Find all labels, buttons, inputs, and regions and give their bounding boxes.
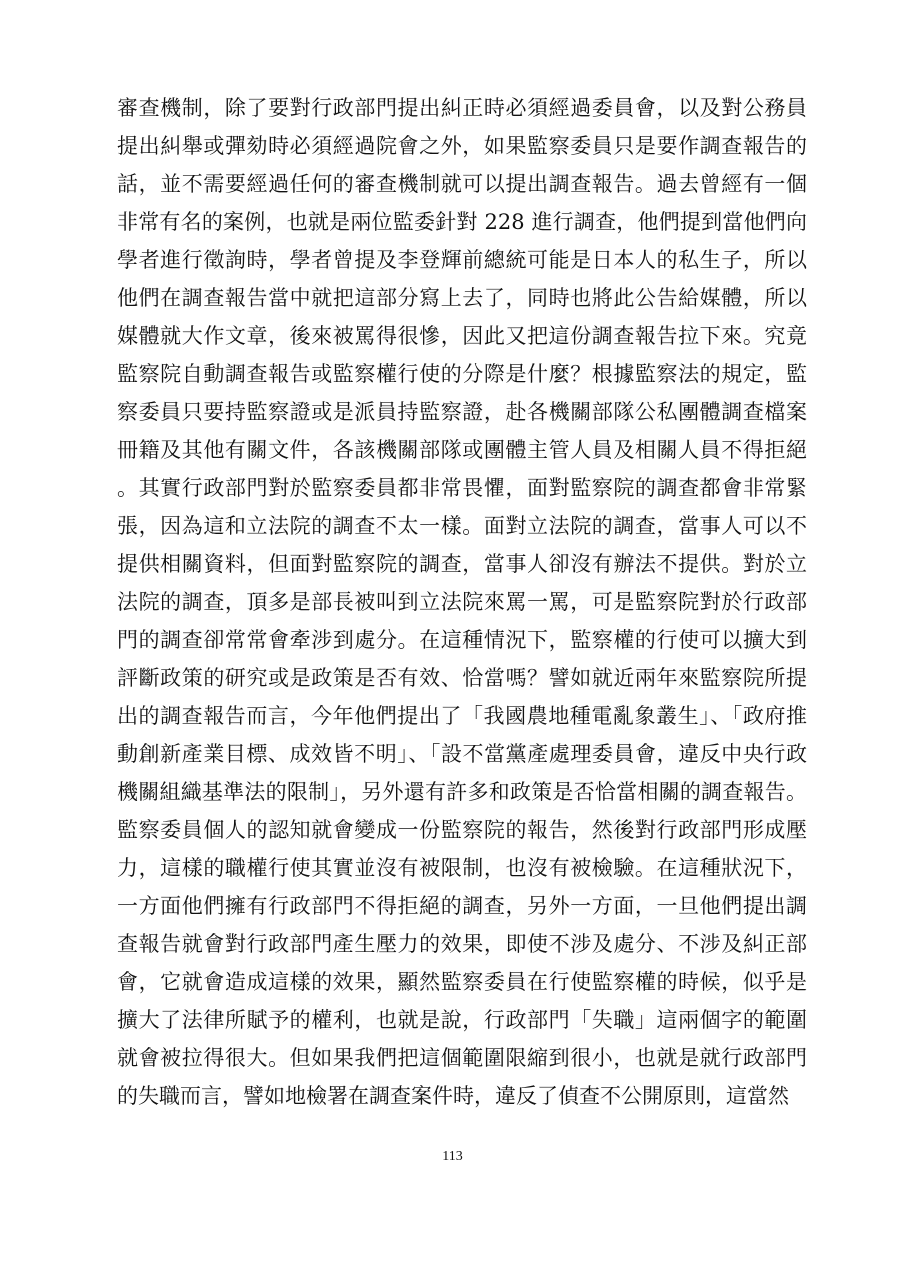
text-line: 一方面他們擁有行政部門不得拒絕的調查，另外一方面，一旦他們提出調	[117, 894, 807, 918]
text-line: 。其實行政部門對於監察委員都非常畏懼，面對監察院的調查都會非常緊	[117, 476, 807, 500]
text-line: 冊籍及其他有關文件，各該機關部隊或團體主管人員及相關人員不得拒絕	[117, 438, 807, 462]
page-number: 113	[442, 1149, 463, 1164]
text-line: 媒體就大作文章，後來被罵得很慘，因此又把這份調查報告拉下來。究竟	[117, 324, 807, 348]
text-line: 察委員只要持監察證或是派員持監察證，赴各機關部隊公私團體調查檔案	[117, 400, 807, 424]
text-line: 就會被拉得很大。但如果我們把這個範圍限縮到很小，也就是就行政部門	[117, 1046, 807, 1070]
text-line: 擴大了法律所賦予的權利，也就是說，行政部門「失職」這兩個字的範圍	[117, 1008, 807, 1032]
text-line: 監察院自動調查報告或監察權行使的分際是什麼？根據監察法的規定，監	[117, 362, 807, 386]
body-text	[117, 89, 807, 1115]
text-line: 學者進行徵詢時，學者曾提及李登輝前總統可能是日本人的私生子，所以	[117, 248, 807, 272]
text-line: 話，並不需要經過任何的審查機制就可以提出調查報告。過去曾經有一個	[117, 172, 807, 196]
text-line: 出的調查報告而言，今年他們提出了「我國農地種電亂象叢生」、「政府推	[117, 704, 807, 728]
text-line: 監察委員個人的認知就會變成一份監察院的報告，然後對行政部門形成壓	[117, 818, 807, 842]
text-line: 查報告就會對行政部門產生壓力的效果，即使不涉及處分、不涉及糾正部	[117, 932, 807, 956]
text-line: 機關組織基準法的限制」，另外還有許多和政策是否恰當相關的調查報告。	[117, 780, 807, 804]
text-line: 力，這樣的職權行使其實並沒有被限制，也沒有被檢驗。在這種狀況下，	[117, 856, 807, 880]
text-line: 的失職而言，譬如地檢署在調查案件時，違反了偵查不公開原則，這當然	[117, 1084, 789, 1108]
text-line: 評斷政策的研究或是政策是否有效、恰當嗎？譬如就近兩年來監察院所提	[117, 666, 807, 690]
text-line: 門的調查卻常常會牽涉到處分。在這種情況下，監察權的行使可以擴大到	[117, 628, 807, 652]
text-line: 法院的調查，頂多是部長被叫到立法院來罵一罵，可是監察院對於行政部	[117, 590, 807, 614]
text-line: 提供相關資料，但面對監察院的調查，當事人卻沒有辦法不提供。對於立	[117, 552, 807, 576]
text-line: 會，它就會造成這樣的效果，顯然監察委員在行使監察權的時候，似乎是	[117, 970, 807, 994]
text-line: 審查機制，除了要對行政部門提出糾正時必須經過委員會，以及對公務員	[117, 96, 807, 120]
text-line: 提出糾舉或彈劾時必須經過院會之外，如果監察委員只是要作調查報告的	[117, 134, 807, 158]
text-line: 他們在調查報告當中就把這部分寫上去了，同時也將此公告給媒體，所以	[117, 286, 807, 310]
text-line: 動創新產業目標、成效皆不明」、「設不當黨產處理委員會，違反中央行政	[117, 742, 807, 766]
text-line: 非常有名的案例，也就是兩位監委針對 228 進行調查，他們提到當他們向	[117, 210, 807, 234]
text-line: 張，因為這和立法院的調查不太一樣。面對立法院的調查，當事人可以不	[117, 514, 807, 538]
